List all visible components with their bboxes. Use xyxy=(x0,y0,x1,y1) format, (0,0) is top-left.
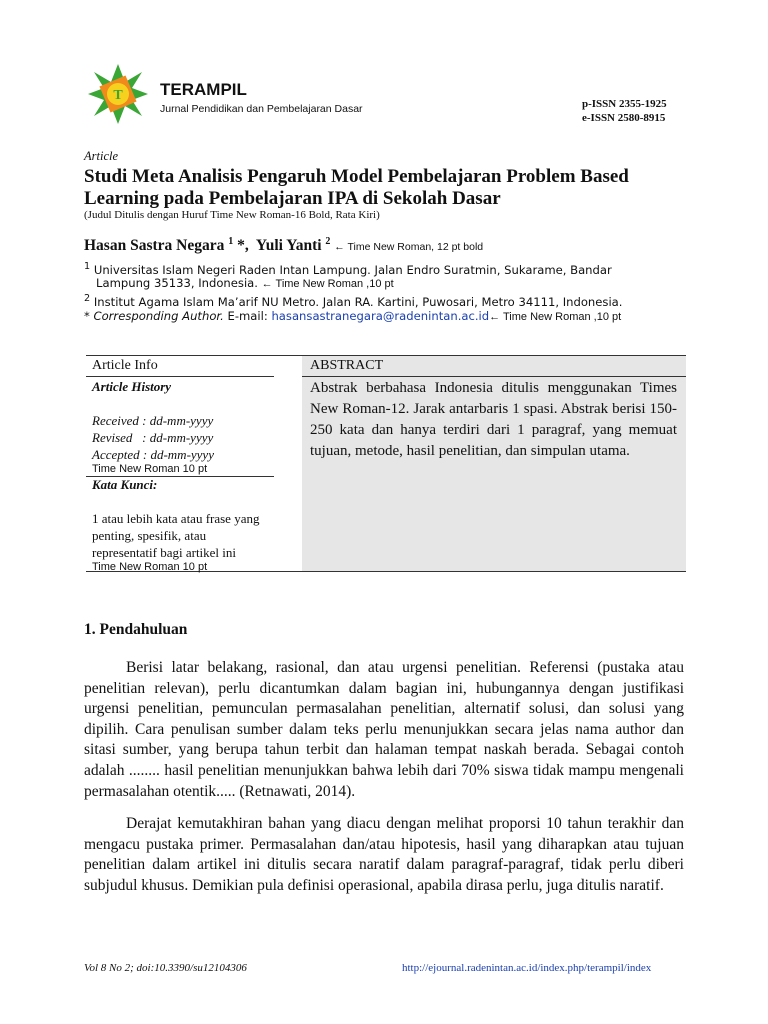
table-top-rule xyxy=(86,355,686,356)
history-note: Time New Roman 10 pt xyxy=(92,463,208,475)
abstract-text: Abstrak berbahasa Indonesia ditulis menggunakan Times New Roman-12. Jarak antarbaris 1 spasi. Abstrak berisi 150-250 kata dan hanya terdiri dari 1 paragraf, yang memuat tujuan, metode, hasil penelitian, dan simpulan utama. xyxy=(310,380,677,459)
corr-label: * Corresponding Author. xyxy=(84,309,224,323)
paragraph-1-text: Berisi latar belakang, rasional, dan atau urgensi penelitian. Referensi (pustaka atau penelitian relevan), perlu dicantumkan dalam bagian ini, hubungannya dengan justifikasi urgensi penelitian, pemunculan permasalahan penelitian, alternatif solusi, dan solusi yang dipilih. Cara penulisan sumber dalam teks perlu menunjukkan secara jelas nama author dan sitasi sumber, yang berupa tahun terbit dan halaman tempat naskah berada. Sebagai contoh adalah ........ hasil penelitian menunjukkan bahwa lebih dari 70% siswa tidak mampu mengenali permasalahan otentik..... (Retnawati, 2014). xyxy=(84,659,684,800)
author-1-mark: *, xyxy=(233,237,249,255)
author-1: Hasan Sastra Negara xyxy=(84,237,225,255)
keywords-text: 1 atau lebih kata atau frase yang penting, spesifik, atau representatif bagi artikel ini xyxy=(92,511,260,560)
paragraph-1 xyxy=(84,658,684,802)
keywords-block xyxy=(92,510,268,573)
corr-note: ← Time New Roman ,10 pt xyxy=(489,311,622,323)
affil-1-note: ← Time New Roman ,10 pt xyxy=(261,278,394,290)
affil-1-line2: Lampung 35133, Indonesia. xyxy=(96,276,258,290)
paragraph-2 xyxy=(84,814,684,896)
author-2-sup: 2 xyxy=(325,236,331,247)
journal-name: TERAMPIL xyxy=(160,80,247,99)
footer-volume: Vol 8 No 2; doi:10.3390/su12104306 xyxy=(84,962,247,974)
author-1-sup: 1 xyxy=(228,236,234,247)
issn-online: e-ISSN 2580-8915 xyxy=(582,112,666,124)
article-info-header: Article Info xyxy=(92,358,158,373)
article-title: Studi Meta Analisis Pengaruh Model Pembelajaran Problem Based Learning pada Pembelajaran IPA di Sekolah Dasar xyxy=(84,166,629,209)
affil-1-line1: Universitas Islam Negeri Raden Intan Lampung. Jalan Endro Suratmin, Sukarame, Bandar xyxy=(93,262,612,277)
author-line xyxy=(84,236,483,255)
abstract-header-rule xyxy=(302,376,686,377)
corresponding-author xyxy=(84,308,621,325)
journal-logo xyxy=(86,62,150,126)
keywords-title: Kata Kunci: xyxy=(92,477,158,492)
affil-2-text: Institut Agama Islam Ma’arif NU Metro. Jalan RA. Kartini, Puwosari, Metro 34111, Indonesia. xyxy=(93,294,623,309)
section-heading: 1. Pendahuluan xyxy=(84,621,188,638)
article-label: Article xyxy=(84,149,119,163)
info-header-rule xyxy=(86,376,274,377)
affiliation-1-cont xyxy=(96,275,394,292)
issn-print: p-ISSN 2355-1925 xyxy=(582,98,667,110)
journal-subtitle: Jurnal Pendidikan dan Pembelajaran Dasar xyxy=(160,103,363,115)
svg-text:T: T xyxy=(113,88,123,103)
abstract-header: ABSTRACT xyxy=(310,358,384,373)
received-date: Received : dd-mm-yyyy xyxy=(92,413,214,428)
title-note: (Judul Ditulis dengan Huruf Time New Roman-16 Bold, Rata Kiri) xyxy=(84,209,380,221)
corr-email-label: E-mail: xyxy=(223,309,272,323)
author-2: Yuli Yanti xyxy=(255,237,322,255)
footer-url-link[interactable]: http://ejournal.radenintan.ac.id/index.php/terampil/index xyxy=(402,962,652,974)
logo-star xyxy=(88,64,148,124)
affil-1-sup: 1 xyxy=(84,261,91,272)
issn-block xyxy=(582,97,667,125)
paragraph-2-text: Derajat kemutakhiran bahan yang diacu dengan melihat proporsi 10 tahun terakhir dan mengacu pustaka primer. Permasalahan dan/atau hipotesis, hasil yang diharapkan atau tujuan penelitian dalam artikel ini ditulis secara naratif dalam paragraf-paragraf, tidak perlu diberi subjudul khusus. Demikian pula definisi operasional, apabila dirasa perlu, juga ditulis naratif. xyxy=(84,815,684,894)
article-history-title: Article History xyxy=(92,379,172,394)
history-dates xyxy=(92,412,214,475)
keywords-note: Time New Roman 10 pt xyxy=(92,561,208,573)
revised-date: Revised : dd-mm-yyyy xyxy=(92,430,214,445)
affil-2-sup: 2 xyxy=(84,293,91,304)
accepted-date: Accepted : dd-mm-yyyy xyxy=(92,447,214,462)
author-note: ← Time New Roman, 12 pt bold xyxy=(334,241,484,254)
corr-email-link[interactable]: hasansastranegara@radenintan.ac.id xyxy=(271,309,490,323)
